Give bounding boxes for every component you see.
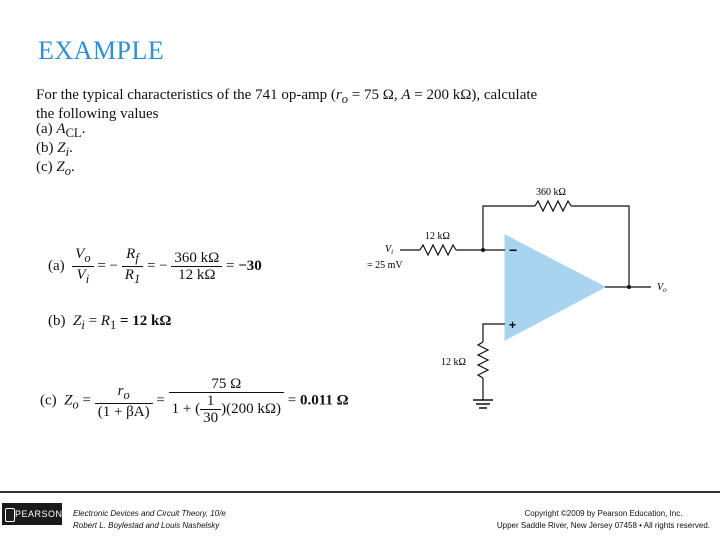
copyright-line-2: Upper Saddle River, New Jersey 07458 • All rights reserved. — [496, 521, 710, 530]
sol-a-vo-vi — [72, 246, 93, 287]
item-a-label: (a) — [36, 121, 53, 137]
pearson-logo — [2, 503, 62, 525]
inverting-sign: − — [509, 242, 518, 258]
sol-a-values — [171, 250, 222, 283]
item-b-label: (b) — [36, 140, 54, 156]
sol-b-eq: = — [84, 313, 101, 329]
item-a-sub: CL — [65, 126, 82, 140]
item-a-end: . — [81, 121, 86, 137]
sol-a-vi-text: V — [76, 267, 86, 283]
item-a-var: A — [56, 121, 66, 137]
sol-b-r1-sub: 1 — [109, 318, 117, 332]
sol-a-num: 360 kΩ — [171, 250, 222, 267]
input-node — [481, 248, 485, 252]
sol-c-label: (c) — [40, 392, 57, 409]
opamp-triangle — [505, 235, 605, 340]
sol-c-ro-text: r — [117, 382, 124, 399]
item-b-sub: i — [65, 145, 70, 159]
sol-b-r1: R — [100, 313, 110, 329]
problem-intro-b: = 75 Ω, — [348, 87, 402, 103]
vi-label — [385, 244, 393, 256]
sol-a-minus2: = − — [146, 257, 168, 274]
feedback-resistor-label: 360 kΩ — [536, 187, 566, 198]
solution-b — [48, 313, 171, 333]
problem-item-a — [36, 122, 636, 141]
problem-A: A — [401, 87, 411, 103]
vi-sub: i — [391, 248, 394, 256]
slide-title: EXAMPLE — [38, 36, 165, 65]
problem-line-1 — [36, 88, 636, 107]
problem-intro-a: For the typical characteristics of the 741 op-amp ( — [36, 87, 336, 103]
sol-b-zi-sub: i — [81, 318, 85, 332]
pearson-logo-text: PEARSON — [15, 509, 63, 519]
sol-c-num2: 75 Ω — [169, 376, 284, 393]
sol-a-vo-sub: o — [84, 251, 91, 265]
item-b-var: Z — [57, 140, 66, 156]
item-b-end: . — [69, 140, 73, 156]
copyright-line-1: Copyright ©2009 by Pearson Education, Inc. — [524, 509, 683, 518]
sol-c-frac1 — [95, 383, 153, 420]
solution-a — [48, 246, 262, 287]
sol-c-eq: = — [78, 392, 95, 409]
sol-c-zo: Z — [64, 392, 73, 409]
sol-a-minus: − — [109, 257, 119, 274]
sol-c-ro-sub: o — [123, 387, 130, 402]
sol-a-vi-sub: i — [85, 272, 90, 286]
sol-a-r1 — [122, 267, 143, 287]
sol-a-vo — [72, 246, 93, 267]
sol-c-den2-pre: 1 + — [171, 400, 196, 417]
sol-c-ro — [95, 383, 153, 404]
sol-b-zi: Z — [73, 313, 82, 329]
vo-label — [657, 282, 667, 294]
sol-a-den: 12 kΩ — [178, 267, 216, 283]
sol-c-frac2 — [169, 376, 284, 426]
sol-a-result-pre: = — [226, 257, 239, 274]
item-c-sub: o — [64, 164, 71, 178]
sol-c-den2-den: 30 — [203, 410, 219, 426]
sol-c-den1: (1 + βA) — [97, 403, 150, 420]
input-resistor — [420, 245, 456, 255]
book-title: Electronic Devices and Circuit Theory, 10/e — [73, 509, 226, 518]
sol-b-label: (b) — [48, 313, 66, 329]
sol-a-rf-r1 — [122, 246, 143, 287]
vi-value: = 25 mV — [367, 260, 403, 271]
problem-ro: r — [335, 87, 342, 103]
book-authors: Robert L. Boylestad and Louis Nashelsky — [73, 521, 220, 530]
sol-c-den2-frac — [200, 393, 221, 426]
sol-a-result: −30 — [238, 257, 262, 274]
opamp-circuit-diagram — [355, 180, 685, 420]
ground-resistor — [478, 342, 488, 378]
sol-c-result: 0.011 Ω — [299, 392, 349, 409]
sol-a-vo-text: V — [75, 246, 85, 262]
input-resistor-label: 12 kΩ — [425, 231, 450, 242]
solution-c — [40, 376, 349, 426]
sol-a-vi — [72, 267, 93, 287]
feedback-resistor — [535, 201, 571, 211]
sol-c-result-pre: = — [287, 392, 300, 409]
vo-text: V — [657, 282, 664, 293]
noninverting-wire — [483, 324, 505, 342]
book-citation — [73, 508, 226, 532]
sol-c-den2-post: (200 kΩ) — [226, 400, 281, 417]
sol-c-den2: 1 + ( $\frac{1}{30}$ )(200 kΩ) — [171, 393, 281, 426]
problem-line-2: the following values — [36, 106, 159, 122]
sol-b-result: = 12 kΩ — [116, 313, 172, 329]
sol-c-zo-sub: o — [72, 397, 79, 412]
item-c-end: . — [71, 159, 75, 175]
vi-text: V — [385, 244, 392, 255]
problem-statement — [36, 88, 636, 179]
sol-c-eq2: = — [156, 392, 169, 409]
problem-item-b — [36, 141, 636, 160]
ground-resistor-label: 12 kΩ — [441, 357, 466, 368]
item-c-label: (c) — [36, 159, 53, 175]
item-c-var: Z — [56, 159, 65, 175]
sol-c-den2-num: 1 — [200, 393, 221, 410]
pearson-logo-icon — [5, 508, 15, 522]
copyright — [497, 508, 710, 532]
sol-a-eq: = — [97, 257, 106, 274]
problem-ro-sub: o — [341, 92, 348, 106]
output-node — [627, 285, 631, 289]
sol-a-r1-sub: 1 — [133, 272, 141, 286]
problem-intro-c: = 200 kΩ), calculate — [410, 87, 538, 103]
noninverting-sign: + — [509, 318, 517, 332]
vo-sub: o — [663, 286, 667, 294]
sol-a-rf-sub: f — [135, 251, 139, 265]
sol-a-label: (a) — [48, 257, 65, 274]
sol-a-rf-text: R — [126, 246, 136, 262]
sol-a-r1-text: R — [124, 267, 134, 283]
sol-a-rf — [122, 246, 143, 267]
problem-item-c — [36, 160, 636, 179]
